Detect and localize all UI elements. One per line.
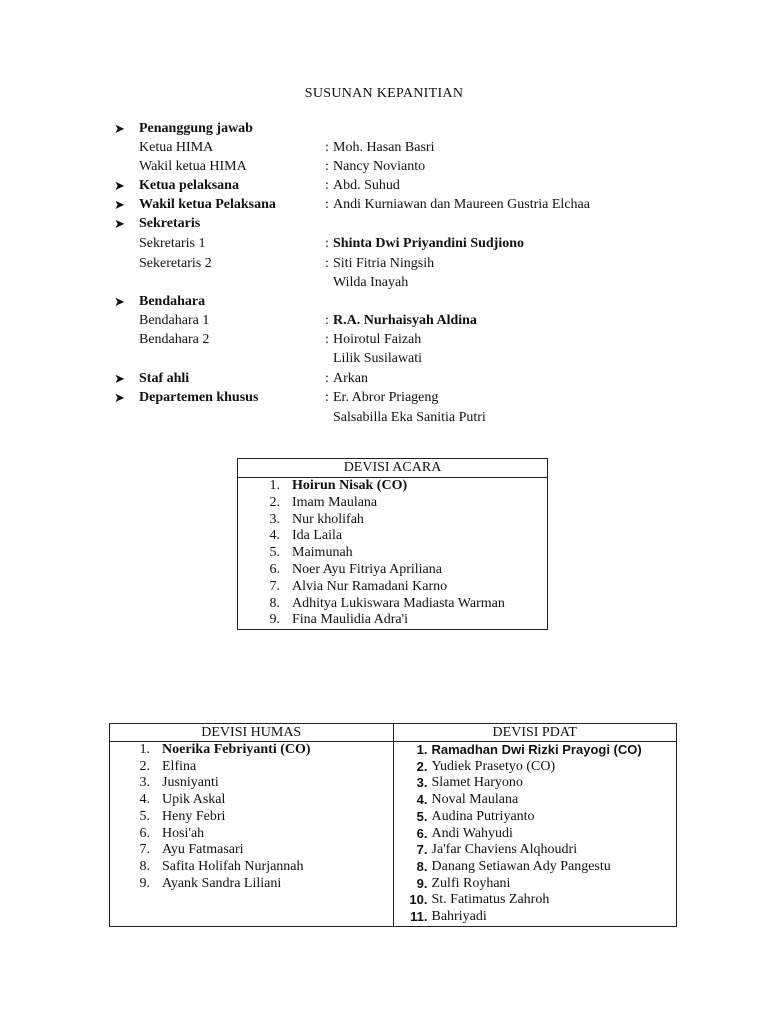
arrow-bullet-icon: ➤ xyxy=(114,390,125,405)
pdat-member-row xyxy=(394,859,677,876)
member-number: 4. xyxy=(416,792,428,808)
member-name: Heny Febri xyxy=(162,808,226,824)
role-label: Staf ahli xyxy=(139,371,190,386)
devisi-acara-table xyxy=(237,458,548,630)
role-label: Sekretaris 1 xyxy=(139,236,206,251)
pdat-member-row xyxy=(394,826,677,843)
role-label: Sekeretaris 2 xyxy=(139,256,212,271)
role-label: Bendahara 1 xyxy=(139,313,210,328)
role-colon: : xyxy=(325,236,329,251)
acara-member-row xyxy=(238,562,548,579)
role-label: Ketua HIMA xyxy=(139,140,214,155)
member-number: 5. xyxy=(416,808,428,824)
member-name: Upik Askal xyxy=(162,792,226,808)
role-colon: : xyxy=(325,313,329,328)
role-value: R.A. Nurhaisyah Aldina xyxy=(333,313,477,328)
member-name: Hoirun Nisak (CO) xyxy=(292,478,408,493)
member-name: Safita Holifah Nurjannah xyxy=(162,858,304,874)
member-name: Hosi'ah xyxy=(162,825,205,841)
member-number: 9. xyxy=(269,612,280,628)
role-label: Wakil ketua HIMA xyxy=(139,159,247,174)
member-name: Jusniyanti xyxy=(162,775,219,791)
acara-member-row xyxy=(238,579,548,596)
member-number: 5. xyxy=(269,545,280,561)
role-value: Siti Fitria Ningsih xyxy=(333,256,435,271)
arrow-bullet-icon: ➤ xyxy=(114,294,125,309)
member-name: Elfina xyxy=(162,758,197,774)
role-colon: : xyxy=(325,371,329,386)
role-row xyxy=(0,138,768,157)
humas-member-row xyxy=(110,792,393,809)
arrow-bullet-icon: ➤ xyxy=(114,178,125,193)
devisi-humas-header: DEVISI HUMAS xyxy=(110,724,394,742)
role-row xyxy=(0,369,768,388)
humas-member-row xyxy=(110,826,393,843)
acara-member-row xyxy=(238,512,548,529)
humas-member-row xyxy=(110,809,393,826)
role-row xyxy=(0,176,768,195)
role-value: Moh. Hasan Basri xyxy=(333,140,435,155)
member-number: 2. xyxy=(269,494,280,510)
pdat-member-row xyxy=(394,742,677,759)
member-name: St. Fatimatus Zahroh xyxy=(431,892,550,908)
role-row xyxy=(0,195,768,214)
pdat-member-row xyxy=(394,759,677,776)
member-name: Zulfi Royhani xyxy=(431,875,511,891)
role-label: Wakil ketua Pelaksana xyxy=(139,197,276,212)
member-number: 4. xyxy=(269,528,280,544)
arrow-bullet-icon: ➤ xyxy=(114,371,125,386)
member-number: 9. xyxy=(416,875,428,891)
role-row xyxy=(0,273,768,292)
role-row xyxy=(0,388,768,407)
role-value: Arkan xyxy=(333,371,368,386)
acara-member-row xyxy=(238,478,548,495)
role-colon: : xyxy=(325,140,329,155)
arrow-bullet-icon: ➤ xyxy=(114,216,125,231)
role-value: Wilda Inayah xyxy=(333,275,409,290)
member-name: Ja'far Chaviens Alqhoudri xyxy=(431,842,578,858)
pdat-member-row xyxy=(394,809,677,826)
member-number: 11. xyxy=(410,909,428,925)
member-number: 5. xyxy=(139,808,150,824)
member-name: Andi Wahyudi xyxy=(431,825,513,841)
role-label: Penanggung jawab xyxy=(139,121,253,136)
role-row xyxy=(0,214,768,233)
role-label: Sekretaris xyxy=(139,216,201,231)
member-number: 3. xyxy=(269,511,280,527)
member-name: Imam Maulana xyxy=(292,494,378,510)
member-name: Ida Laila xyxy=(292,528,343,544)
member-number: 10. xyxy=(409,892,428,908)
humas-member-row xyxy=(110,859,393,876)
pdat-member-row xyxy=(394,892,677,909)
member-number: 6. xyxy=(139,825,150,841)
page-title: SUSUNAN KEPANITIAN xyxy=(304,86,464,101)
pdat-member-row xyxy=(394,909,677,926)
member-number: 8. xyxy=(416,858,428,874)
role-row xyxy=(0,292,768,311)
role-value: Shinta Dwi Priyandini Sudjiono xyxy=(333,236,525,251)
member-number: 9. xyxy=(139,875,150,891)
role-colon: : xyxy=(325,159,329,174)
acara-member-row xyxy=(238,545,548,562)
member-name: Noval Maulana xyxy=(431,792,519,808)
arrow-bullet-icon: ➤ xyxy=(114,121,125,136)
member-number: 4. xyxy=(139,792,150,808)
member-name: Yudiek Prasetyo (CO) xyxy=(431,758,556,774)
role-row xyxy=(0,311,768,330)
member-number: 1. xyxy=(269,478,280,493)
member-number: 6. xyxy=(416,825,428,841)
role-row xyxy=(0,408,768,427)
member-number: 8. xyxy=(139,858,150,874)
member-name: Noer Ayu Fitriya Apriliana xyxy=(292,561,442,577)
member-number: 8. xyxy=(269,595,280,611)
role-value: Nancy Novianto xyxy=(333,159,426,174)
member-name: Adhitya Lukiswara Madiasta Warman xyxy=(292,595,505,611)
member-number: 2. xyxy=(139,758,150,774)
devisi-humas-pdat-table xyxy=(109,723,677,927)
role-label: Bendahara xyxy=(139,294,206,309)
devisi-pdat-header: DEVISI PDAT xyxy=(393,724,677,742)
pdat-member-row xyxy=(394,775,677,792)
member-number: 3. xyxy=(139,775,150,791)
role-row xyxy=(0,349,768,368)
member-number: 1. xyxy=(416,742,428,757)
member-number: 3. xyxy=(416,775,428,791)
role-value: Lilik Susilawati xyxy=(333,351,423,366)
role-colon: : xyxy=(325,178,329,193)
member-number: 7. xyxy=(139,842,150,858)
member-name: Ayu Fatmasari xyxy=(162,842,244,858)
devisi-pdat-column xyxy=(393,742,677,927)
pdat-member-row xyxy=(394,842,677,859)
acara-member-row xyxy=(238,528,548,545)
role-label: Departemen khusus xyxy=(139,390,259,405)
acara-member-row xyxy=(238,612,548,629)
role-row xyxy=(0,254,768,273)
humas-member-row xyxy=(110,759,393,776)
humas-member-row xyxy=(110,775,393,792)
humas-member-row xyxy=(110,742,393,759)
member-name: Slamet Haryono xyxy=(431,775,523,791)
member-name: Nur kholifah xyxy=(292,511,364,527)
member-name: Maimunah xyxy=(292,545,353,561)
pdat-member-row xyxy=(394,876,677,893)
member-name: Bahriyadi xyxy=(431,909,487,925)
member-name: Ayank Sandra Liliani xyxy=(162,875,282,891)
member-name: Noerika Febriyanti (CO) xyxy=(162,742,311,757)
member-name: Alvia Nur Ramadani Karno xyxy=(292,578,448,594)
member-number: 6. xyxy=(269,561,280,577)
acara-member-row xyxy=(238,596,548,613)
role-value: Hoirotul Faizah xyxy=(333,332,422,347)
role-row xyxy=(0,234,768,253)
member-number: 1. xyxy=(139,742,150,757)
member-name: Audina Putriyanto xyxy=(431,808,535,824)
role-value: Salsabilla Eka Sanitia Putri xyxy=(333,410,486,425)
member-number: 7. xyxy=(416,842,428,858)
member-number: 7. xyxy=(269,578,280,594)
pdat-member-row xyxy=(394,792,677,809)
role-colon: : xyxy=(325,197,329,212)
role-value: Andi Kurniawan dan Maureen Gustria Elchaa xyxy=(333,197,590,212)
role-label: Ketua pelaksana xyxy=(139,178,239,193)
member-name: Fina Maulidia Adra'i xyxy=(292,612,409,628)
role-row xyxy=(0,157,768,176)
role-row xyxy=(0,119,768,138)
devisi-humas-column xyxy=(110,742,394,927)
role-row xyxy=(0,330,768,349)
member-name: Ramadhan Dwi Rizki Prayogi (CO) xyxy=(431,742,642,757)
arrow-bullet-icon: ➤ xyxy=(114,197,125,212)
role-value: Abd. Suhud xyxy=(333,178,400,193)
acara-member-row xyxy=(238,495,548,512)
member-number: 2. xyxy=(416,758,428,774)
devisi-acara-header: DEVISI ACARA xyxy=(238,459,548,478)
member-name: Danang Setiawan Ady Pangestu xyxy=(431,858,611,874)
humas-member-row xyxy=(110,842,393,859)
role-value: Er. Abror Priageng xyxy=(333,390,439,405)
role-colon: : xyxy=(325,332,329,347)
role-label: Bendahara 2 xyxy=(139,332,210,347)
humas-member-row xyxy=(110,876,393,893)
role-colon: : xyxy=(325,390,329,405)
role-colon: : xyxy=(325,256,329,271)
